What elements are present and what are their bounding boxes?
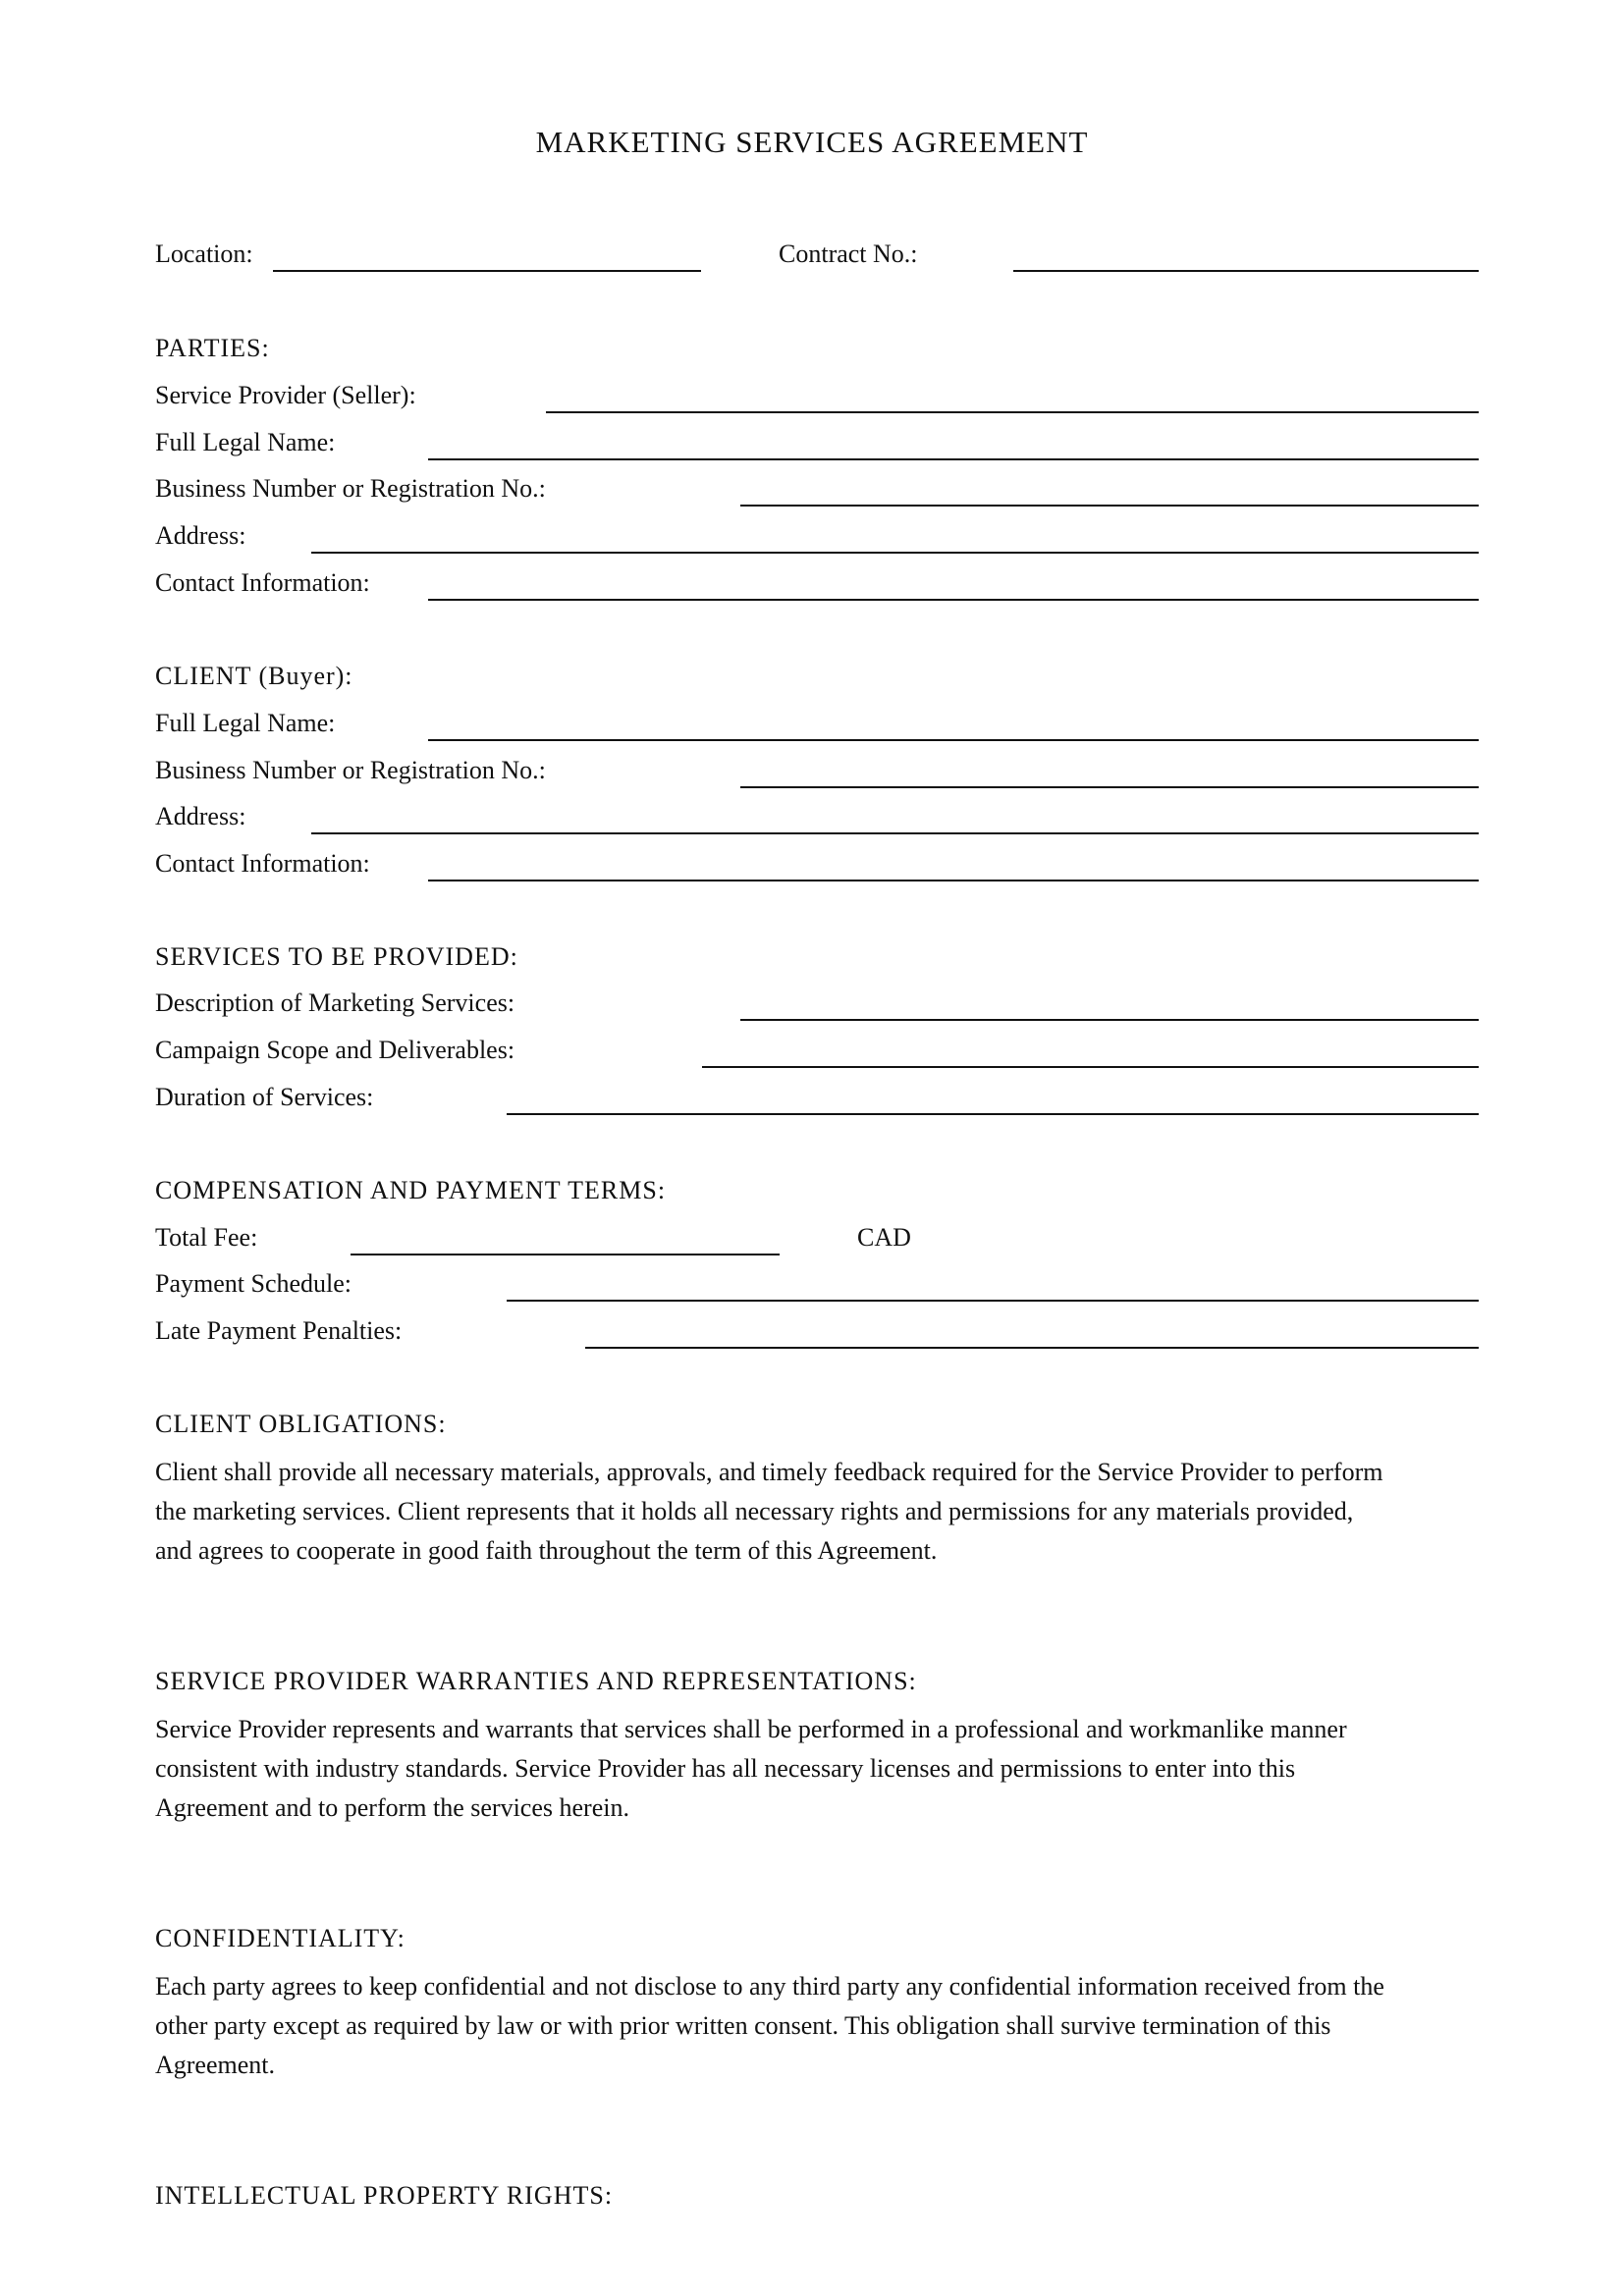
paragraph-line: Agreement and to perform the services herein. — [155, 1793, 629, 1822]
duration-label: Duration of Services: — [155, 1083, 374, 1111]
paragraph-line: Service Provider represents and warrants that services shall be performed in a professional and workmanlike manner — [155, 1715, 1347, 1743]
campaign-scope-label: Campaign Scope and Deliverables: — [155, 1036, 515, 1064]
services-heading: SERVICES TO BE PROVIDED: — [155, 942, 518, 971]
seller-field[interactable] — [546, 411, 1479, 413]
seller-contact-label: Contact Information: — [155, 568, 370, 597]
warranties-heading: SERVICE PROVIDER WARRANTIES AND REPRESENTATIONS: — [155, 1667, 917, 1695]
seller-full-name-label: Full Legal Name: — [155, 428, 336, 456]
seller-business-number-label: Business Number or Registration No.: — [155, 474, 546, 503]
parties-heading: PARTIES: — [155, 334, 270, 362]
services-description-label: Description of Marketing Services: — [155, 988, 515, 1017]
seller-address-label: Address: — [155, 521, 246, 550]
warranties-text — [155, 1710, 1490, 1828]
client-obligations-heading: CLIENT OBLIGATIONS: — [155, 1410, 447, 1438]
campaign-scope-field[interactable] — [702, 1066, 1479, 1068]
paragraph-line: other party except as required by law or with prior written consent. This obligation shall survive termination of this — [155, 2011, 1331, 2040]
paragraph-line: and agrees to cooperate in good faith throughout the term of this Agreement. — [155, 1536, 938, 1565]
client-heading: CLIENT (Buyer): — [155, 662, 353, 690]
location-field[interactable] — [273, 270, 701, 272]
duration-field[interactable] — [507, 1113, 1479, 1115]
late-payment-label: Late Payment Penalties: — [155, 1316, 403, 1345]
contract-number-field[interactable] — [1013, 270, 1479, 272]
seller-label: Service Provider (Seller): — [155, 381, 416, 409]
services-description-field[interactable] — [740, 1019, 1479, 1021]
paragraph-line: consistent with industry standards. Service Provider has all necessary licenses and permissions to enter into this — [155, 1754, 1296, 1783]
total-fee-field[interactable] — [351, 1254, 780, 1255]
currency-label: CAD — [857, 1223, 911, 1252]
paragraph-line: the marketing services. Client represents that it holds all necessary rights and permissions for any materials provided, — [155, 1497, 1354, 1525]
client-obligations-text — [155, 1453, 1490, 1571]
contract-number-label: Contract No.: — [779, 240, 918, 268]
paragraph-line: Client shall provide all necessary materials, approvals, and timely feedback required for the Service Provider to perform — [155, 1458, 1383, 1486]
document-title: MARKETING SERVICES AGREEMENT — [535, 125, 1089, 159]
seller-business-number-field[interactable] — [740, 505, 1479, 507]
late-payment-field[interactable] — [585, 1347, 1479, 1349]
total-fee-label: Total Fee: — [155, 1223, 258, 1252]
client-address-field[interactable] — [311, 832, 1479, 834]
client-address-label: Address: — [155, 802, 246, 830]
client-contact-label: Contact Information: — [155, 849, 370, 878]
client-contact-field[interactable] — [428, 880, 1479, 881]
confidentiality-text — [155, 1967, 1490, 2085]
client-full-name-label: Full Legal Name: — [155, 709, 336, 737]
payment-schedule-label: Payment Schedule: — [155, 1269, 352, 1298]
payment-schedule-field[interactable] — [507, 1300, 1479, 1302]
seller-contact-field[interactable] — [428, 599, 1479, 601]
ip-heading: INTELLECTUAL PROPERTY RIGHTS: — [155, 2181, 614, 2210]
paragraph-line: Agreement. — [155, 2051, 276, 2079]
paragraph-line: Each party agrees to keep confidential and not disclose to any third party any confidential information received from the — [155, 1972, 1384, 2001]
compensation-heading: COMPENSATION AND PAYMENT TERMS: — [155, 1176, 667, 1204]
client-business-number-field[interactable] — [740, 786, 1479, 788]
location-label: Location: — [155, 240, 253, 268]
client-full-name-field[interactable] — [428, 739, 1479, 741]
confidentiality-heading: CONFIDENTIALITY: — [155, 1924, 406, 1952]
client-business-number-label: Business Number or Registration No.: — [155, 756, 546, 784]
seller-address-field[interactable] — [311, 552, 1479, 554]
seller-full-name-field[interactable] — [428, 458, 1479, 460]
